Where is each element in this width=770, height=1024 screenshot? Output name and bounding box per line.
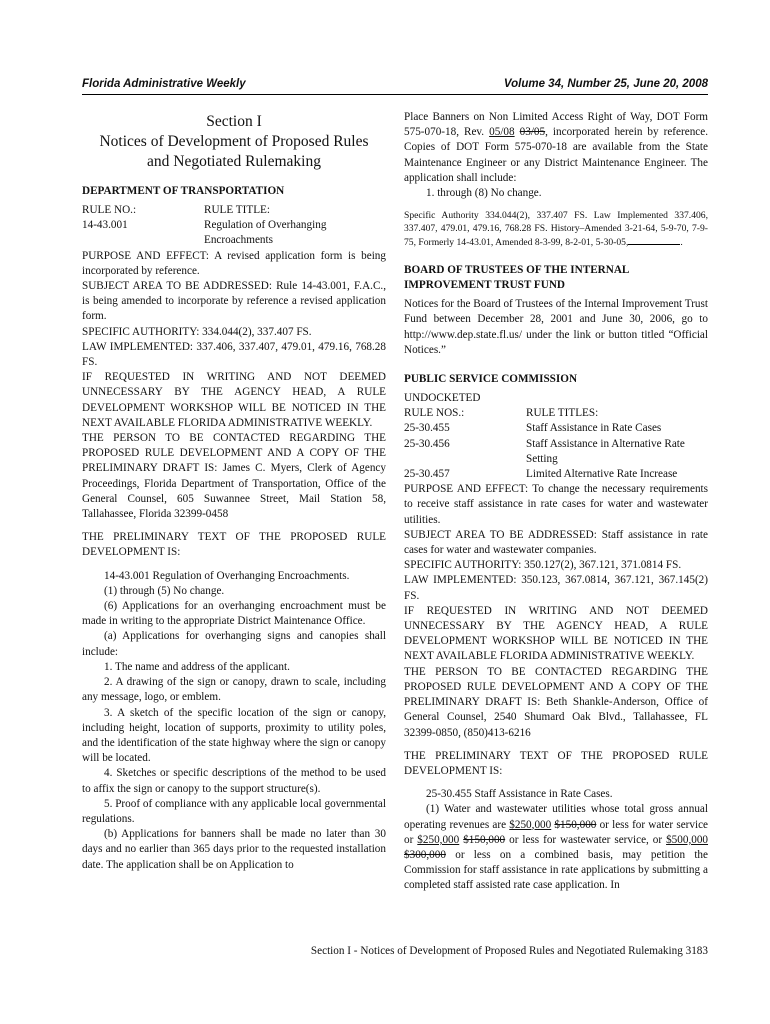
rule-item-3: 3. A sketch of the specific location of the sign or canopy, including height, location of supports, proximity to utility poles, and the identification of the state highway where the sign or canopy will be located. <box>82 706 386 765</box>
psc-text-title: 25-30.455 Staff Assistance in Rate Cases. <box>426 788 613 801</box>
blank-line <box>628 235 680 245</box>
law-paragraph: LAW IMPLEMENTED: 337.406, 337.407, 479.01, 479.16, 768.28 FS. <box>82 340 386 369</box>
running-header <box>82 78 708 95</box>
psc-subject: SUBJECT AREA TO BE ADDRESSED: Staff assistance in rate cases for water and wastewater companies. <box>404 528 708 557</box>
agency-heading-trustees: BOARD OF TRUSTEES OF THE INTERNAL IMPROVEMENT TRUST FUND <box>404 264 629 292</box>
rule-title: Regulation of Overhanging Encroachments <box>204 219 327 247</box>
psc-rule-title: Limited Alternative Rate Increase <box>526 468 678 481</box>
continued-no-change: 1. through (8) No change. <box>426 187 542 200</box>
rule-item-2: 2. A drawing of the sign or canopy, drawn to scale, including any message, logo, or emblem. <box>82 676 386 704</box>
section-heading <box>82 112 386 172</box>
psc-workshop: IF REQUESTED IN WRITING AND NOT DEEMED UNNECESSARY BY THE AGENCY HEAD, A RULE DEVELOPMENT WORKSHOP WILL BE NOTICED IN THE NEXT AVAILABLE FLORIDA ADMINISTRATIVE WEEKLY. <box>404 604 708 663</box>
amount-old: $150,000 <box>463 833 506 846</box>
continued-paragraph: Place Banners on Non Limited Access Right of Way, DOT Form 575-070-18, Rev. 05/08 03/05, incorporated herein by reference. Copies of DOT Form 575-070-18 are available from the State Maintenance Engineer or any District Maintenance Engineer. The application shall include: <box>404 111 709 184</box>
amount-new: $250,000 <box>509 818 552 831</box>
psc-prelim: THE PRELIMINARY TEXT OF THE PROPOSED RULE DEVELOPMENT IS: <box>404 749 708 777</box>
revision-new: 05/08 <box>489 126 515 139</box>
amount-new: $500,000 <box>666 833 709 846</box>
section-title-line2: and Negotiated Rulemaking <box>147 153 321 170</box>
psc-rule-header <box>404 406 708 421</box>
psc-contact: THE PERSON TO BE CONTACTED REGARDING THE PROPOSED RULE DEVELOPMENT AND A COPY OF THE PRELIMINARY DRAFT IS: Beth Shankle-Anderson, Office of General Counsel, 2540 Shumard Oak Blvd., Tallahassee, FL 32399-0850, (850)413-6216 <box>404 665 708 739</box>
contact-paragraph: THE PERSON TO BE CONTACTED REGARDING THE PROPOSED RULE DEVELOPMENT AND A COPY OF THE PRELIMINARY DRAFT IS: James C. Myers, Clerk of Agency Proceedings, Florida Department of Transportation, Office of the General Counsel, 605 Suwannee Street, Mail Station 58, Tallahassee, Florida 32399-0458 <box>82 432 386 521</box>
rule-text-b: (b) Applications for banners shall be made no later than 30 days and no earlier than 365 days prior to the requested installation date. The application shall be on Application to <box>82 828 386 871</box>
psc-rule-row <box>404 421 708 436</box>
journal-title: Florida Administrative Weekly <box>82 78 246 90</box>
rule-number: 14-43.001 <box>82 219 128 232</box>
rule-title-label: RULE TITLE: <box>204 204 270 216</box>
psc-rule-number: 25-30.455 <box>404 422 450 435</box>
history-note: Specific Authority 334.044(2), 337.407 FS. Law Implemented 337.406, 337.407, 479.01, 479.16, 768.28 FS. History–Amended 3-21-64, 5-9-70, 7-9-75, Formerly 14-43.01, Amended 8-3-99, 8-2-01, 5-30-05, . <box>404 210 708 249</box>
purpose-paragraph: PURPOSE AND EFFECT: A revised application form is being incorporated by reference. <box>82 249 386 277</box>
rule-item-5: 5. Proof of compliance with any applicable local governmental regulations. <box>82 797 386 825</box>
right-column <box>404 110 708 894</box>
psc-authority: SPECIFIC AUTHORITY: 350.127(2), 367.121, 371.0814 FS. <box>404 559 682 572</box>
undocketed-label: UNDOCKETED <box>404 392 481 405</box>
psc-rule-title: Staff Assistance in Alternative Rate Setting <box>526 437 685 465</box>
agency-heading-psc: PUBLIC SERVICE COMMISSION <box>404 373 578 386</box>
prelim-paragraph: THE PRELIMINARY TEXT OF THE PROPOSED RULE DEVELOPMENT IS: <box>82 531 386 559</box>
revision-old: 03/05 <box>519 126 546 139</box>
rule-text-a: (a) Applications for overhanging signs and canopies shall include: <box>82 630 386 658</box>
amount-new: $250,000 <box>417 833 460 846</box>
psc-rule-number: 25-30.456 <box>404 437 450 450</box>
page-footer: Section I - Notices of Development of Proposed Rules and Negotiated Rulemaking 3183 <box>310 945 708 957</box>
rule-header <box>82 203 386 218</box>
rule-text-6: (6) Applications for an overhanging encroachment must be made in writing to the appropriate District Maintenance Office. <box>82 600 386 628</box>
agency-heading-dot: DEPARTMENT OF TRANSPORTATION <box>82 185 285 197</box>
amount-old: $150,000 <box>554 818 597 831</box>
psc-purpose: PURPOSE AND EFFECT: To change the necessary requirements to receive staff assistance in rate cases for water and wastewater utilities. <box>404 483 708 526</box>
authority-paragraph: SPECIFIC AUTHORITY: 334.044(2), 337.407 FS. <box>82 325 312 338</box>
issue-info: Volume 34, Number 25, June 20, 2008 <box>503 78 708 90</box>
rule-text-title: 14-43.001 Regulation of Overhanging Encroachments. <box>104 569 350 582</box>
psc-rule-title: Staff Assistance in Rate Cases <box>526 422 662 435</box>
psc-rule-row <box>404 467 708 482</box>
subject-paragraph: SUBJECT AREA TO BE ADDRESSED: Rule 14-43.001, F.A.C., is being amended to incorporate by reference a revised application form. <box>82 280 386 323</box>
left-column <box>82 110 386 873</box>
amount-old: $300,000 <box>404 848 446 861</box>
trustees-paragraph: Notices for the Board of Trustees of the Internal Improvement Trust Fund between December 28, 2001 and June 30, 2006, go to http://www.dep.state.fl.us/ under the link or button titled “Official Notices.” <box>404 298 708 356</box>
rule-item-4: 4. Sketches or specific descriptions of the method to be used to affix the sign or canopy to the support structure(s). <box>82 767 386 795</box>
rule-nos-label: RULE NOS.: <box>404 407 465 420</box>
psc-law: LAW IMPLEMENTED: 350.123, 367.0814, 367.121, 367.145(2) FS. <box>404 574 708 602</box>
rule-no-label: RULE NO.: <box>82 204 137 216</box>
rule-row <box>82 218 386 248</box>
section-number: Section I <box>206 113 262 130</box>
rule-titles-label: RULE TITLES: <box>526 407 599 420</box>
psc-rule-number: 25-30.457 <box>404 468 450 481</box>
rule-text-1: (1) through (5) No change. <box>104 584 225 597</box>
section-title-line1: Notices of Development of Proposed Rules <box>99 133 369 150</box>
rule-item-1: 1. The name and address of the applicant. <box>104 660 290 673</box>
workshop-paragraph: IF REQUESTED IN WRITING AND NOT DEEMED UNNECESSARY BY THE AGENCY HEAD, A RULE DEVELOPMENT WORKSHOP WILL BE NOTICED IN THE NEXT AVAILABLE FLORIDA ADMINISTRATIVE WEEKLY. <box>82 371 386 429</box>
psc-text-1: (1) Water and wastewater utilities whose total gross annual operating revenues are $250,000 $150,000 or less for water service or $250,000 $150,000 or less for wastewater service, or $500,000 $300,000 or less on a combined basis, may petition the Commission for staff assistance in rate applications by submitting a completed staff assisted rate case application. In <box>404 803 709 892</box>
psc-rule-row <box>404 437 708 467</box>
